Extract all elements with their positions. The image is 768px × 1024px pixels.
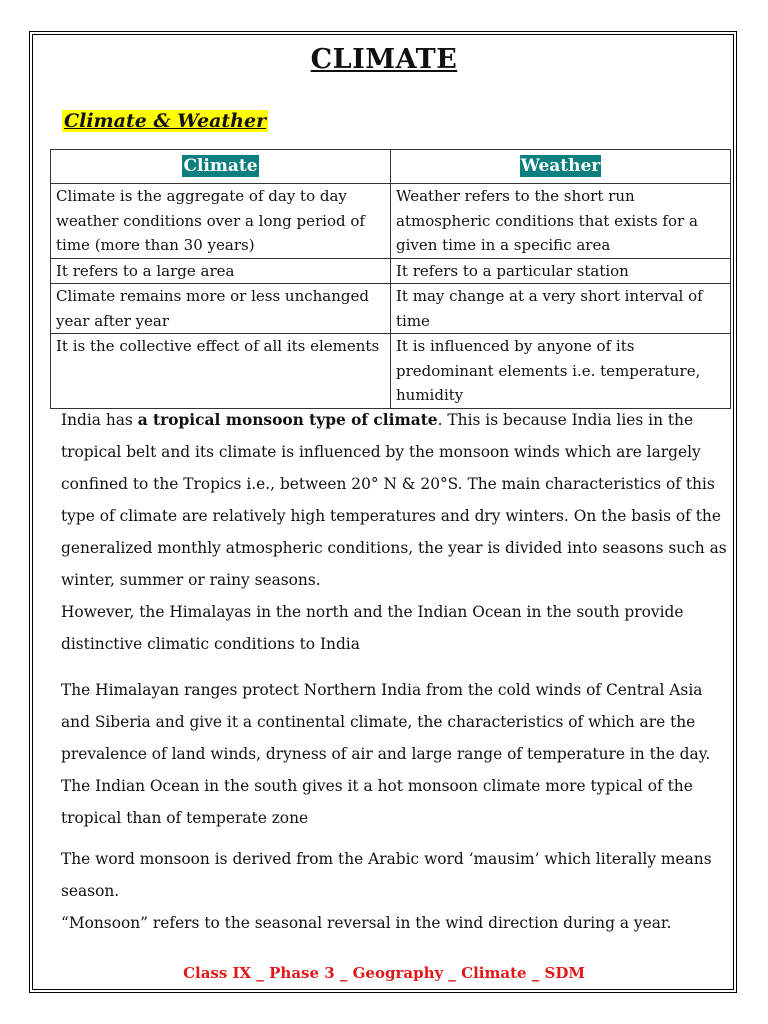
table-row	[51, 184, 731, 259]
paragraph-monsoon-definition	[61, 843, 729, 939]
bold-phrase: a tropical monsoon type of climate	[137, 411, 438, 429]
table-cell-weather: It refers to a particular station	[391, 258, 731, 284]
paragraph-text: However, the Himalayas in the north and the Indian Ocean in the south provide distinctive climatic conditions to India	[61, 603, 684, 653]
column-header-climate: Climate	[51, 150, 391, 184]
table-cell-climate: Climate is the aggregate of day to day weather conditions over a long period of time (more than 30 years)	[51, 184, 391, 259]
table-cell-climate: It is the collective effect of all its elements	[51, 334, 391, 409]
table-header-row	[51, 150, 731, 184]
table-row	[51, 334, 731, 409]
table-row	[51, 284, 731, 334]
paragraph-text: The word monsoon is derived from the Arabic word ‘mausim’ which literally means season.	[61, 850, 712, 900]
paragraph-text: India has a tropical monsoon type of climate. This is because India lies in the tropical belt and its climate is influenced by the monsoon winds which are largely confined to the Tropics i.e., between 20° N & 20°S. The main characteristics of this type of climate are relatively high temperatures and dry winters. On the basis of the generalized monthly atmospheric conditions, the year is divided into seasons such as winter, summer or rainy seasons.	[61, 411, 727, 589]
table-cell-climate: It refers to a large area	[51, 258, 391, 284]
paragraph-himalayas	[61, 674, 729, 834]
paragraph-tropical-monsoon	[61, 404, 729, 660]
table-cell-weather: It may change at a very short interval of time	[391, 284, 731, 334]
table-cell-weather: Weather refers to the short run atmospheric conditions that exists for a given time in a specific area	[391, 184, 731, 259]
table-cell-climate: Climate remains more or less unchanged year after year	[51, 284, 391, 334]
paragraph-text: The Himalayan ranges protect Northern India from the cold winds of Central Asia and Siberia and give it a continental climate, the characteristics of which are the prevalence of land winds, dryness of air and large range of temperature in the day. The Indian Ocean in the south gives it a hot monsoon climate more typical of the tropical than of temperate zone	[61, 681, 711, 827]
paragraph-text: “Monsoon” refers to the seasonal reversal in the wind direction during a year.	[61, 914, 672, 932]
table-row	[51, 258, 731, 284]
comparison-table	[50, 149, 731, 409]
column-header-weather: Weather	[391, 150, 731, 184]
section-heading: Climate & Weather	[64, 110, 267, 132]
table-cell-weather: It is influenced by anyone of its predominant elements i.e. temperature, humidity	[391, 334, 731, 409]
page-footer: Class IX _ Phase 3 _ Geography _ Climate _ SDM	[183, 964, 585, 982]
page-title: CLIMATE	[310, 44, 458, 75]
